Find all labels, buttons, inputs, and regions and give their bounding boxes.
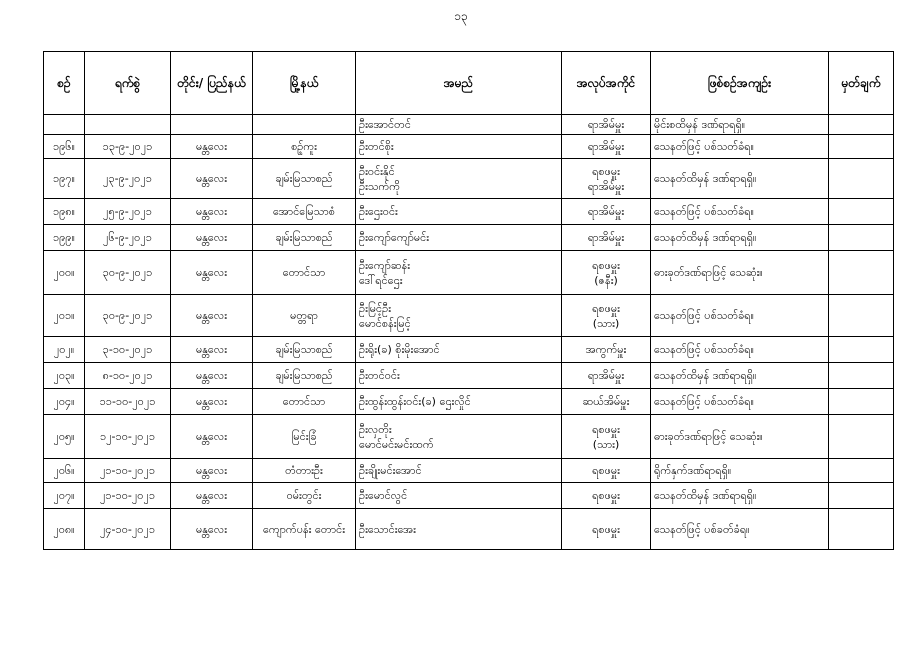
row-number: ၁၉၇။ — [44, 159, 85, 199]
row-occupation — [562, 135, 651, 159]
row-remarks — [829, 225, 894, 251]
table-row — [44, 363, 894, 389]
row-date: ၈-၁၀-၂၀၂၁ — [85, 363, 171, 389]
row-region: မန္တလေး — [171, 459, 253, 483]
row-name-line: ဦးကျော်ဆန်း — [359, 258, 411, 272]
table-row — [44, 509, 894, 550]
row-date: ၃-၁၀-၂၀၂၁ — [85, 337, 171, 363]
row-occupation-line: ရာအိမ်မှူး — [587, 179, 625, 193]
row-remarks — [829, 389, 894, 415]
row-case-summary: ရိုက်နှက်ဒဏ်ရာရရှိ။ — [651, 459, 829, 483]
row-remarks — [829, 415, 894, 459]
table-row — [44, 415, 894, 459]
row-occupation-line: ရာအိမ်မှူး — [587, 205, 625, 218]
row-region — [171, 115, 253, 135]
row-occupation-line: ဆယ်အိမ်မှူး — [582, 395, 630, 408]
row-region: မန္တလေး — [171, 389, 253, 415]
row-township: တောင်သာ — [253, 251, 356, 295]
row-name-line: ဦးကျော်ကျော်မင်း — [359, 231, 430, 244]
row-case-summary: သေနတ်ဖြင့် ပစ်သတ်ခံရ။ — [651, 295, 829, 337]
table-row — [44, 135, 894, 159]
row-number: ၂၀၀။ — [44, 251, 85, 295]
table-row — [44, 251, 894, 295]
header-name: အမည် — [356, 52, 562, 115]
row-occupation-line: အကွက်မှူး — [585, 343, 627, 356]
row-date: ၃၀-၉-၂၀၂၁ — [85, 295, 171, 337]
row-name-line: ဦးသက်ကို — [359, 179, 401, 193]
row-name — [356, 415, 562, 459]
row-case-summary: သေနတ်ထိမှန် ဒဏ်ရာရရှိ။ — [651, 225, 829, 251]
row-number: ၂၀၃။ — [44, 363, 85, 389]
row-remarks — [829, 159, 894, 199]
table-row — [44, 159, 894, 199]
row-date: ၂၄-၁၀-၂၀၂၁ — [85, 509, 171, 550]
row-name — [356, 115, 562, 135]
row-name — [356, 389, 562, 415]
row-remarks — [829, 135, 894, 159]
row-name-line: ဦးရိုး(ခ) စိုးမိုးအောင် — [359, 343, 440, 356]
row-township: ဝမ်းတွင်း — [253, 483, 356, 509]
row-region: မန္တလေး — [171, 415, 253, 459]
row-remarks — [829, 199, 894, 225]
row-name — [356, 159, 562, 199]
row-name-line: ဦးလှတိုး — [359, 422, 392, 436]
row-township: ချမ်းမြသာစည် — [253, 225, 356, 251]
table-header-row — [44, 52, 894, 115]
row-township: ကျောက်ပန်း တောင်း — [253, 509, 356, 550]
row-remarks — [829, 363, 894, 389]
row-case-summary: သေနတ်ထိမှန် ဒဏ်ရာရရှိ။ — [651, 159, 829, 199]
row-name — [356, 251, 562, 295]
row-name — [356, 225, 562, 251]
row-remarks — [829, 251, 894, 295]
row-region: မန္တလေး — [171, 135, 253, 159]
row-township — [253, 115, 356, 135]
row-number: ၁၉၆။ — [44, 135, 85, 159]
row-number: ၂၀၄။ — [44, 389, 85, 415]
row-occupation-line: (ဇနီး) — [594, 273, 618, 287]
row-case-summary: ဓားခုတ်ဒဏ်ရာဖြင့် သေဆုံး။ — [651, 251, 829, 295]
row-name — [356, 509, 562, 550]
row-occupation-line: (သား) — [592, 437, 620, 451]
row-date: ၂၁-၁၀-၂၀၂၁ — [85, 459, 171, 483]
row-name — [356, 363, 562, 389]
header-region: တိုင်း/ ပြည်နယ် — [171, 52, 253, 115]
row-name-line: ဦးဌေးဝင်း — [359, 205, 398, 218]
row-date: ၂၃-၉-၂၀၂၁ — [85, 159, 171, 199]
header-case-summary: ဖြစ်စဉ်အကျဉ်း — [651, 52, 829, 115]
row-name — [356, 337, 562, 363]
row-occupation — [562, 483, 651, 509]
row-remarks — [829, 459, 894, 483]
header-remarks: မှတ်ချက် — [829, 52, 894, 115]
table-row — [44, 199, 894, 225]
row-region: မန္တလေး — [171, 295, 253, 337]
row-occupation-line: ရစဖမှူး — [592, 301, 620, 315]
row-name-line: ဦးချိုးမင်းအောင် — [359, 464, 422, 477]
row-name — [356, 295, 562, 337]
row-name-line: ဦးဝင်းနိုင် — [359, 164, 395, 178]
row-township: တောင်သာ — [253, 389, 356, 415]
row-number — [44, 115, 85, 135]
row-occupation — [562, 251, 651, 295]
row-region: မန္တလေး — [171, 363, 253, 389]
row-name — [356, 483, 562, 509]
row-date: ၃၀-၉-၂၀၂၁ — [85, 251, 171, 295]
table-row — [44, 295, 894, 337]
header-township: မြို့နယ် — [253, 52, 356, 115]
row-name-line: မောင်မင်းမင်းထက် — [359, 437, 434, 451]
row-township: မြင်းခြံ — [253, 415, 356, 459]
row-region: မန္တလေး — [171, 337, 253, 363]
row-region: မန္တလေး — [171, 225, 253, 251]
incident-table — [43, 51, 894, 550]
row-occupation-line: ရာအိမ်မှူး — [587, 231, 625, 244]
row-region: မန္တလေး — [171, 509, 253, 550]
row-occupation — [562, 509, 651, 550]
row-case-summary: သေနတ်ထိမှန် ဒဏ်ရာရရှိ။ — [651, 483, 829, 509]
row-date: ၁၁-၁၀-၂၀၂၁ — [85, 389, 171, 415]
row-number: ၂၀၈။ — [44, 509, 85, 550]
row-occupation — [562, 363, 651, 389]
header-no: စဉ် — [44, 52, 85, 115]
row-case-summary: သေနတ်ဖြင့် ပစ်ခတ်ခံရ။ — [651, 509, 829, 550]
row-name — [356, 135, 562, 159]
row-case-summary: သေနတ်ဖြင့် ပစ်သတ်ခံရ။ — [651, 389, 829, 415]
row-date: ၂၅-၉-၂၀၂၁ — [85, 199, 171, 225]
row-name-line: မောင်စန်းမြင့် — [359, 316, 411, 330]
row-name — [356, 459, 562, 483]
row-remarks — [829, 337, 894, 363]
row-occupation-line: ရာအိမ်မှူး — [587, 140, 625, 153]
header-occupation: အလုပ်အကိုင် — [562, 52, 651, 115]
row-region: မန္တလေး — [171, 159, 253, 199]
row-occupation — [562, 159, 651, 199]
row-region: မန္တလေး — [171, 199, 253, 225]
row-township: ချမ်းမြသာစည် — [253, 337, 356, 363]
row-case-summary: သေနတ်ဖြင့် ပစ်သတ်ခံရ။ — [651, 337, 829, 363]
row-region: မန္တလေး — [171, 483, 253, 509]
row-township: ချမ်းမြသာစည် — [253, 159, 356, 199]
row-number: ၂၀၅။ — [44, 415, 85, 459]
table-row — [44, 389, 894, 415]
row-occupation — [562, 225, 651, 251]
row-occupation-line: ရစဖမှူး — [592, 522, 620, 536]
row-number: ၂၀၆။ — [44, 459, 85, 483]
row-name-line: ဒေါ်ရင်ဌေး — [359, 273, 403, 287]
row-name — [356, 199, 562, 225]
table-row — [44, 483, 894, 509]
row-date — [85, 115, 171, 135]
row-number: ၂၀၂။ — [44, 337, 85, 363]
table-row — [44, 337, 894, 363]
row-remarks — [829, 483, 894, 509]
row-case-summary: သေနတ်ဖြင့် ပစ်သတ်ခံရ။ — [651, 135, 829, 159]
row-name-line: ဦးမောင်လွင် — [359, 489, 408, 502]
row-occupation — [562, 115, 651, 135]
row-township: တံတားဦး — [253, 459, 356, 483]
page-number: ၁၃ — [454, 9, 468, 23]
row-occupation-line: (သား) — [592, 316, 620, 330]
row-date: ၁၃-၉-၂၀၂၁ — [85, 135, 171, 159]
row-occupation-line: ရစဖမှူး — [592, 489, 620, 502]
row-number: ၂၀၁။ — [44, 295, 85, 337]
row-region: မန္တလေး — [171, 251, 253, 295]
row-name-line: ဦးတင်စိုး — [359, 140, 394, 153]
row-date: ၁၂-၁၀-၂၀၂၁ — [85, 415, 171, 459]
row-case-summary: မိုင်းစထိမှန် ဒဏ်ရာရရှိ။ — [651, 115, 829, 135]
row-date: ၂၁-၁၀-၂၀၂၁ — [85, 483, 171, 509]
row-occupation — [562, 389, 651, 415]
row-case-summary: သေနတ်ထိမှန် ဒဏ်ရာရရှိ။ — [651, 363, 829, 389]
row-name-line: ဦးသောင်းအေး — [359, 522, 416, 536]
row-occupation-line: ရစဖမှူး — [592, 464, 620, 477]
row-name-line: ဦးမြင့်ဦး — [359, 301, 392, 315]
table-row — [44, 115, 894, 135]
row-township: အောင်မြေသာစံ — [253, 199, 356, 225]
row-occupation — [562, 459, 651, 483]
row-remarks — [829, 295, 894, 337]
row-occupation-line: ရစဖမှူး — [592, 422, 620, 436]
row-name-line: ဦးထွန်းထွန်းဝင်း(ခ) ဌေးလှိုင် — [359, 395, 471, 408]
row-case-summary: သေနတ်ဖြင့် ပစ်သတ်ခံရ။ — [651, 199, 829, 225]
row-number: ၁၉၈။ — [44, 199, 85, 225]
row-township: မတ္တရာ — [253, 295, 356, 337]
row-occupation-line: ရာအိမ်မှူး — [587, 369, 625, 382]
row-remarks — [829, 509, 894, 550]
row-date: ၂၆-၉-၂၀၂၁ — [85, 225, 171, 251]
row-number: ၁၉၉။ — [44, 225, 85, 251]
row-occupation — [562, 415, 651, 459]
row-occupation — [562, 199, 651, 225]
row-occupation — [562, 337, 651, 363]
row-case-summary: ဓားခုတ်ဒဏ်ရာဖြင့် သေဆုံး။ — [651, 415, 829, 459]
table-row — [44, 225, 894, 251]
header-date: ရက်စွဲ — [85, 52, 171, 115]
row-occupation-line: ရစဖမှူး — [592, 164, 620, 178]
row-occupation-line: ရာအိမ်မှူး — [587, 118, 625, 131]
row-occupation — [562, 295, 651, 337]
row-remarks — [829, 115, 894, 135]
row-name-line: ဦးတင်ဝင်း — [359, 369, 400, 382]
table-row — [44, 459, 894, 483]
row-occupation-line: ရစဖမှူး — [592, 258, 620, 272]
row-number: ၂၀၇။ — [44, 483, 85, 509]
row-township: စဉ့်ကူး — [253, 135, 356, 159]
row-township: ချမ်းမြသာစည် — [253, 363, 356, 389]
row-name-line: ဦးအောင်တင် — [359, 118, 411, 131]
